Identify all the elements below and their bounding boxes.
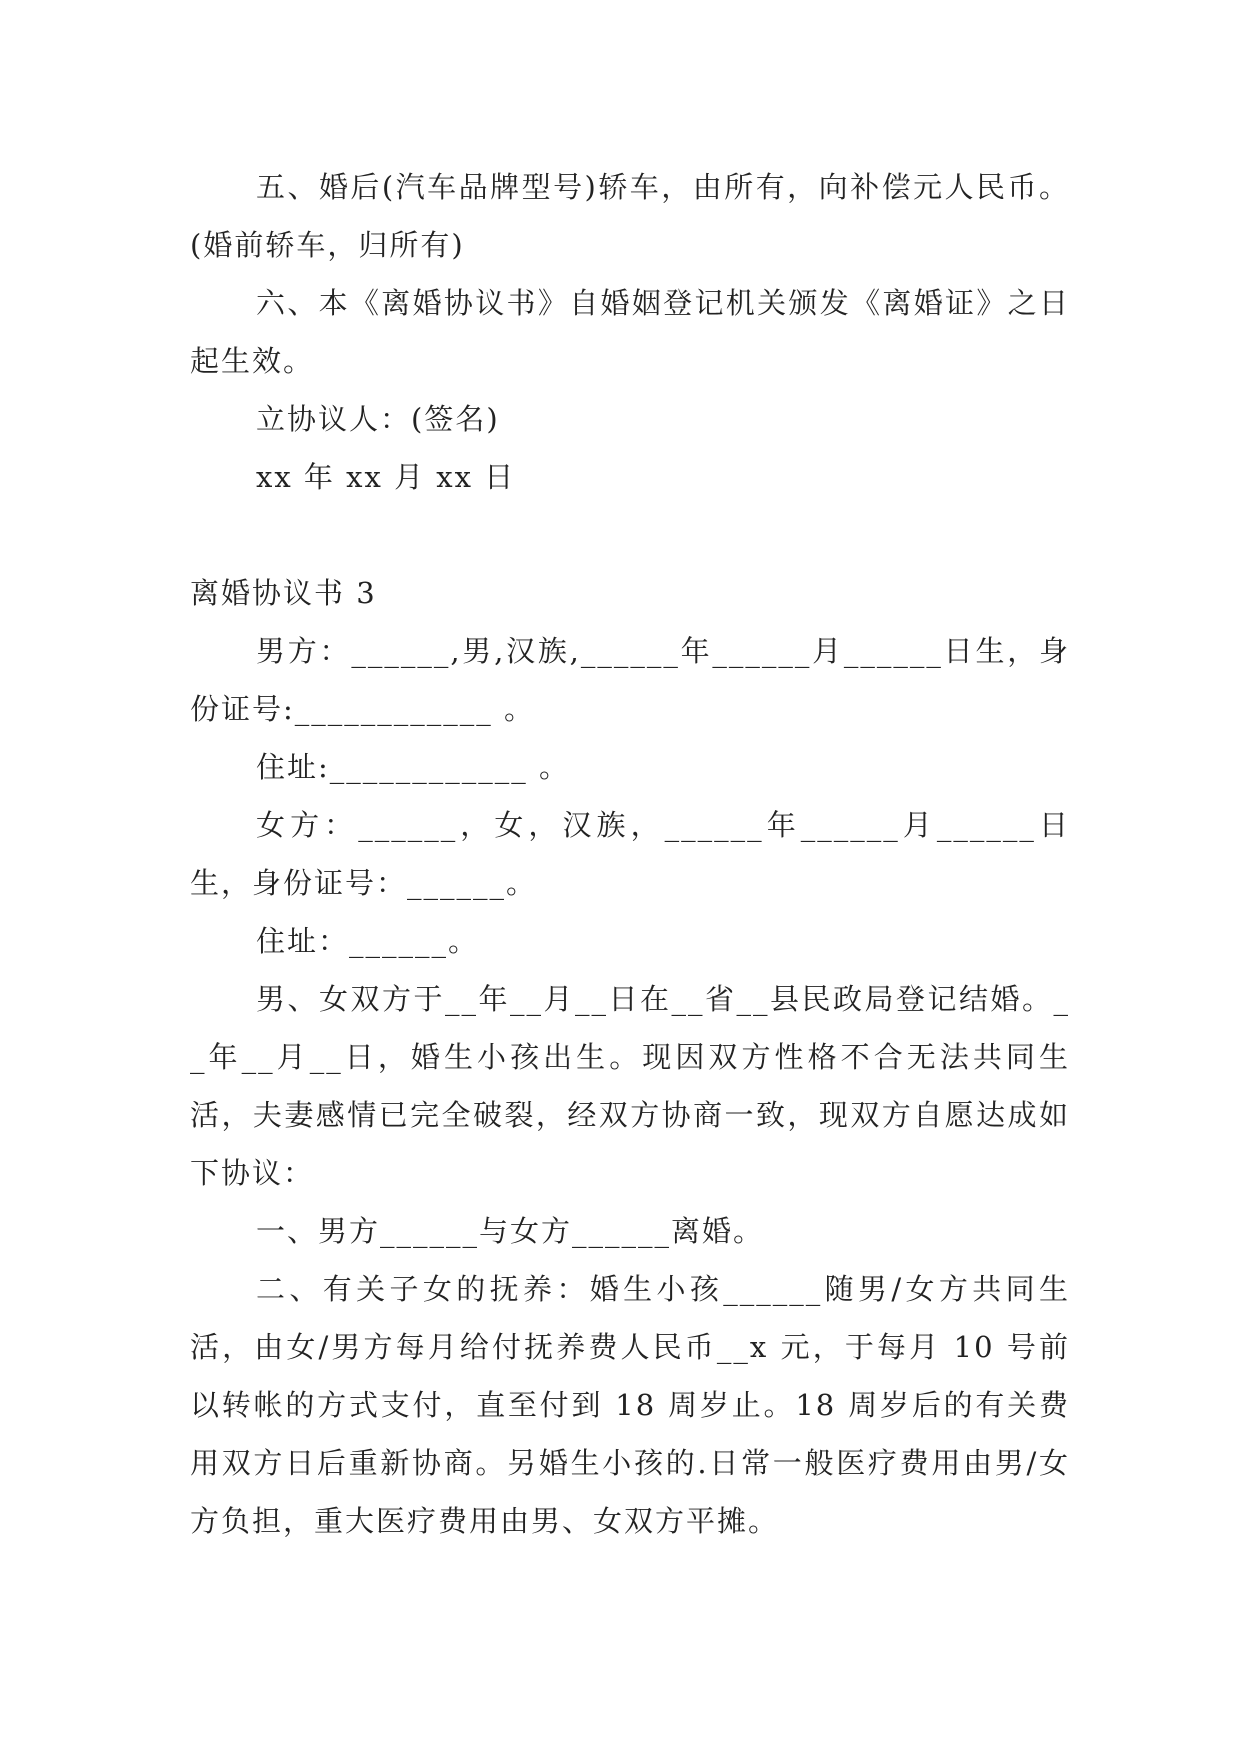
section-title: 离婚协议书 3 (190, 576, 377, 610)
signature-line: 立协议人：(签名) (256, 402, 500, 436)
clause-five: 五、婚后(汽车品牌型号)轿车，由所有，向补偿元人民币。(婚前轿车，归所有) (190, 170, 1070, 262)
female-address: 住址：______。 (256, 924, 480, 958)
male-address: 住址:____________ 。 (256, 750, 570, 784)
female-party-info: 女方：______，女，汉族，______年______月______日生，身份证号：______。 (190, 808, 1070, 900)
document-body (190, 158, 1070, 1550)
male-party-info: 男方：______,男,汉族,______年______月______日生，身份证号:____________ 。 (190, 634, 1070, 726)
date-line: xx 年 xx 月 xx 日 (256, 460, 516, 494)
clause-two: 二、有关子女的抚养：婚生小孩______随男/女方共同生活，由女/男方每月给付抚养费人民币__x 元，于每月 10 号前以转帐的方式支付，直至付到 18 周岁止。18 周岁后的有关费用双方日后重新协商。另婚生小孩的.日常一般医疗费用由男/女方负担，重大医疗费用由男、女双方平摊。 (190, 1272, 1070, 1538)
marriage-background: 男、女双方于__年__月__日在__省__县民政局登记结婚。__年__月__日，婚生小孩出生。现因双方性格不合无法共同生活，夫妻感情已完全破裂，经双方协商一致，现双方自愿达成如下协议： (190, 982, 1070, 1190)
section-gap (190, 506, 1070, 564)
clause-six: 六、本《离婚协议书》自婚姻登记机关颁发《离婚证》之日起生效。 (190, 286, 1070, 378)
clause-one: 一、男方______与女方______离婚。 (256, 1214, 765, 1248)
